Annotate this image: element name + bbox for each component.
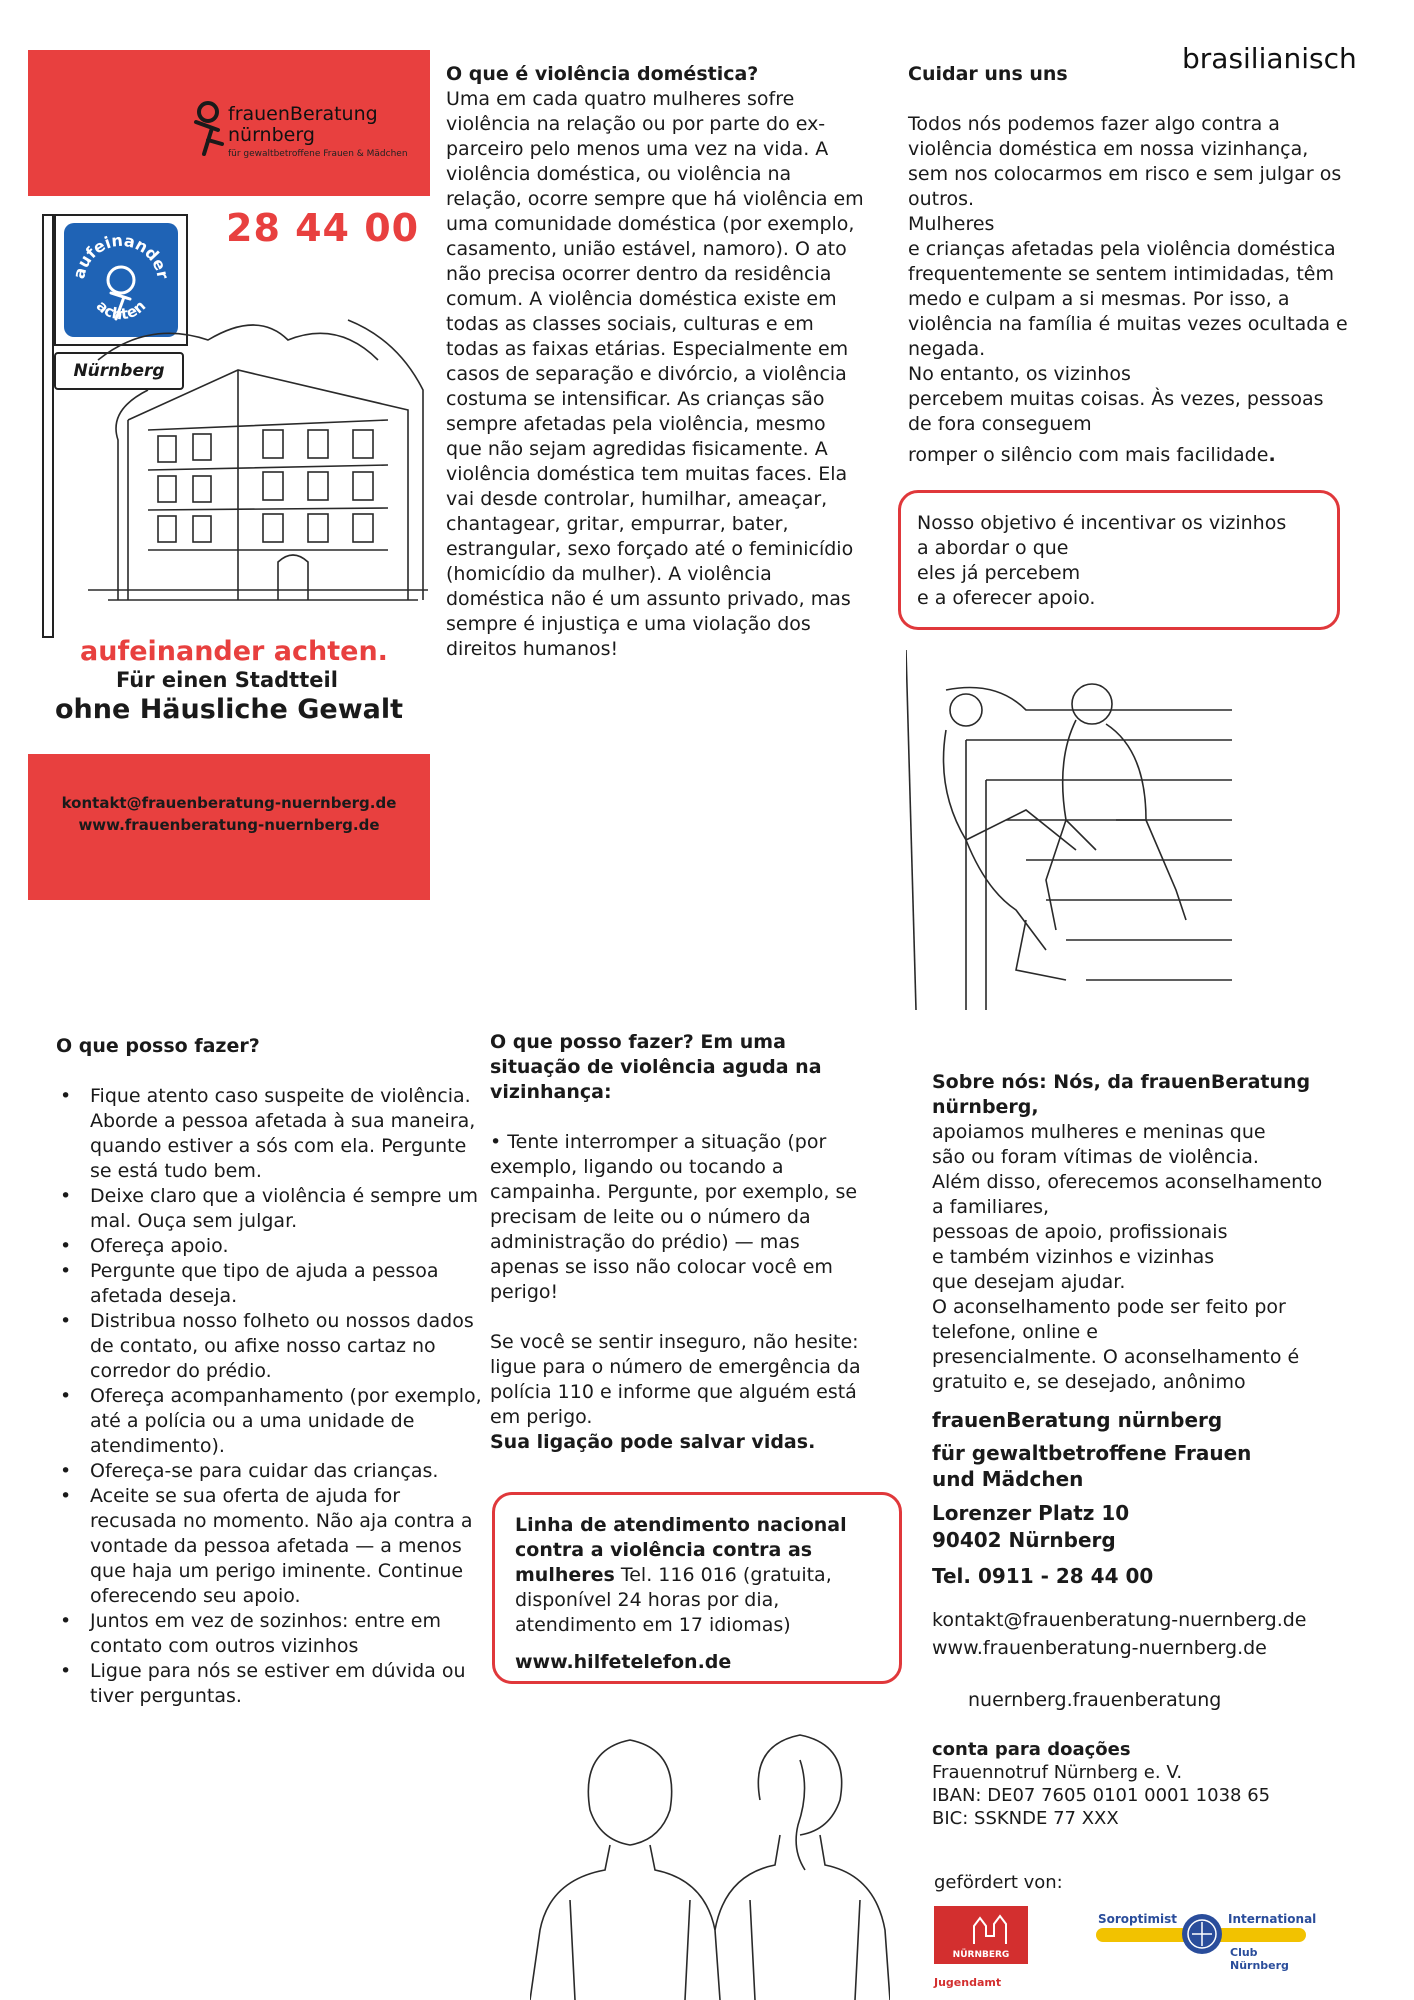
contact-email[interactable]: kontakt@frauenberatung-nuernberg.de	[61, 794, 397, 812]
donation-account-holder: Frauennotruf Nürnberg e. V.	[932, 1762, 1183, 1783]
about-line: a familiares,	[932, 1196, 1050, 1218]
donation-heading: conta para doações	[932, 1739, 1131, 1760]
what-is-heading: O que é violência doméstica?	[446, 63, 759, 85]
two-women-illustration	[530, 1730, 890, 2000]
about-line: presencialmente. O aconselhamento é	[932, 1346, 1300, 1368]
list-item: • Ofereça acompanhamento (por exemplo, até a polícia ou a uma unidade de atendimento).	[90, 1384, 484, 1459]
care-paragraph-6-end: .	[1268, 444, 1276, 466]
soroptimist-emblem-icon	[1180, 1912, 1224, 1956]
org-name: frauenBeratung nürnberg	[932, 1408, 1223, 1432]
hotline-website[interactable]: www.hilfetelefon.de	[515, 1651, 732, 1673]
list-item: • Ofereça apoio.	[90, 1234, 484, 1259]
about-line: apoiamos mulheres e meninas que	[932, 1121, 1266, 1143]
goal-line-4: e a oferecer apoio.	[917, 587, 1096, 609]
brand-name	[228, 104, 378, 146]
care-paragraph-3: e crianças afetadas pela violência doméstica frequentemente se sentem intimidadas, têm medo e culpam a si mesmas. Por isso, a violência na família é muitas vezes ocultada e negada.	[908, 238, 1348, 360]
org-subtitle-line1: für gewaltbetroffene Frauen	[932, 1441, 1252, 1465]
org-subtitle	[932, 1440, 1251, 1492]
care-paragraph-4: No entanto, os vizinhos	[908, 363, 1131, 385]
acute-paragraph-3: Sua ligação pode salvar vidas.	[490, 1431, 816, 1453]
sponsor-nuernberg-name: NÜRNBERG	[952, 1950, 1010, 1960]
org-phone[interactable]: Tel. 0911 - 28 44 00	[932, 1564, 1154, 1588]
social-handle[interactable]: nuernberg.frauenberatung	[968, 1689, 1222, 1711]
sign-post	[42, 214, 54, 638]
donation-section	[932, 1738, 1270, 1830]
city-skyline-icon	[934, 1906, 1028, 1946]
donation-bic: BIC: SSKNDE 77 XXX	[932, 1808, 1119, 1829]
donation-iban: IBAN: DE07 7605 0101 0001 1038 65	[932, 1785, 1271, 1806]
what-can-heading: O que posso fazer?	[56, 1035, 260, 1057]
slogan-title: aufeinander achten.	[80, 636, 388, 667]
address-city: 90402 Nürnberg	[932, 1528, 1116, 1552]
goal-line-3: eles já percebem	[917, 562, 1081, 584]
sponsor-nuernberg-logo	[934, 1906, 1028, 1994]
goal-line-2: a abordar o que	[917, 537, 1069, 559]
what-is-body: Uma em cada quatro mulheres sofre violência na relação ou por parte do ex-parceiro pelo menos uma vez na vida. A violência doméstica, ou violência na relação, ocorre sempre que há violência em uma comunidade doméstica (por exemplo, casamento, união estável, namoro). O ato não precisa ocorrer dentro da residência comum. A violência doméstica existe em todas as classes sociais, culturas e em todas as faixas etárias. Especialmente em casos de separação e divórcio, a violência costuma se intensificar. As crianças são sempre afetadas pela violência, mesmo que não sejam agredidas fisicamente. A violência doméstica tem muitas faces. Ela vai desde controlar, humilhar, ameaçar, chantagear, gritar, empurrar, bater, estrangular, sexo forçado até o feminicídio (homicídio da mulher). A violência doméstica não é um assunto privado, mas sempre é injustiça e uma violação dos direitos humanos!	[446, 88, 864, 660]
sponsor-soroptimist-intl: International	[1228, 1912, 1317, 1926]
about-line: são ou foram vítimas de violência.	[932, 1146, 1259, 1168]
hotline-number: 28 44 00	[226, 206, 420, 250]
contact-block	[28, 754, 430, 900]
org-address	[932, 1500, 1129, 1554]
about-line: que desejam ajudar.	[932, 1271, 1126, 1293]
org-web-contacts	[932, 1606, 1306, 1662]
what-can-list	[56, 1084, 484, 1709]
goal-line-1: Nosso objetivo é incentivar os vizinhos	[917, 512, 1287, 534]
funded-by-label: gefördert von:	[934, 1872, 1063, 1893]
sponsor-soroptimist-club: Club Nürnberg	[1230, 1946, 1289, 1972]
sign-text-top: aufeinander	[69, 230, 173, 281]
acute-heading: O que posso fazer? Em uma situação de violência aguda na vizinhança:	[490, 1031, 822, 1103]
list-item: • Fique atento caso suspeite de violência. Aborde a pessoa afetada à sua maneira, quando estiver a sós com ela. Pergunte se está tudo bem.	[90, 1084, 484, 1184]
list-item: • Pergunte que tipo de ajuda a pessoa afetada deseja.	[90, 1259, 484, 1309]
org-website[interactable]: www.frauenberatung-nuernberg.de	[932, 1637, 1267, 1659]
city-sign: Nürnberg	[54, 352, 184, 390]
hotline-details: Tel. 116 016 (gratuita, disponível 24 horas por dia, atendimento em 17 idiomas)	[515, 1564, 832, 1636]
about-section	[932, 1070, 1372, 1395]
org-email[interactable]: kontakt@frauenberatung-nuernberg.de	[932, 1609, 1307, 1631]
list-item: • Aceite se sua oferta de ajuda for recusada no momento. Não aja contra a vontade da pessoa afetada — a menos que haja um perigo iminente. Continue oferecendo seu apoio.	[90, 1484, 484, 1609]
care-paragraph-6	[908, 443, 1348, 468]
slogan-line3: ohne Häusliche Gewalt	[55, 694, 404, 725]
about-line: gratuito e, se desejado, anônimo	[932, 1371, 1246, 1393]
care-paragraph-1: Todos nós podemos fazer algo contra a violência doméstica em nossa vizinhança, sem nos colocarmos em risco e sem julgar os outros.	[908, 113, 1342, 210]
about-line: pessoas de apoio, profissionais	[932, 1221, 1228, 1243]
sponsor-nuernberg-dept: Jugendamt	[934, 1976, 1002, 1989]
address-street: Lorenzer Platz 10	[932, 1501, 1130, 1525]
about-line: telefone, online e	[932, 1321, 1098, 1343]
about-line: e também vizinhos e vizinhas	[932, 1246, 1215, 1268]
goal-box	[898, 490, 1340, 630]
acute-paragraph-1: • Tente interromper a situação (por exemplo, ligando ou tocando a campainha. Pergunte, por exemplo, se precisam de leite ou o número da administração do prédio) — mas apenas se isso não colocar você em perigo!	[490, 1131, 858, 1303]
slogan-line2: Für einen Stadtteil	[116, 668, 338, 692]
care-paragraph-6-text: romper o silêncio com mais facilidade	[908, 444, 1269, 466]
sponsor-soroptimist-logo	[1096, 1912, 1317, 1972]
list-item: • Distribua nosso folheto ou nossos dados de contato, ou afixe nosso cartaz no corredor do prédio.	[90, 1309, 484, 1384]
care-paragraph-2: Mulheres	[908, 213, 995, 235]
acute-paragraph-2: Se você se sentir inseguro, não hesite: ligue para o número de emergência da polícia 110 e informe que alguém está em perigo.	[490, 1331, 861, 1428]
sign-text-bottom: achten	[92, 296, 150, 324]
list-item: • Ligue para nós se estiver em dúvida ou tiver perguntas.	[90, 1659, 484, 1709]
acute-section	[490, 1030, 870, 1455]
sponsor-nuernberg-mark	[934, 1906, 1028, 1964]
sponsor-soroptimist-name: Soroptimist	[1098, 1912, 1177, 1926]
language-label: brasilianisch	[1182, 42, 1357, 75]
hotline-box	[492, 1492, 902, 1684]
brand-tagline: für gewaltbetroffene Frauen & Mädchen	[228, 149, 408, 159]
hotline-title: Linha de atendimento nacional contra a violência contra as mulheres	[515, 1514, 847, 1586]
about-line: O aconselhamento pode ser feito por	[932, 1296, 1286, 1318]
care-heading: Cuidar uns uns	[908, 63, 1068, 85]
org-subtitle-line2: und Mädchen	[932, 1467, 1084, 1491]
list-item: • Ofereça-se para cuidar das crianças.	[90, 1459, 484, 1484]
contact-website[interactable]: www.frauenberatung-nuernberg.de	[78, 816, 380, 834]
list-item: • Deixe claro que a violência é sempre um mal. Ouça sem julgar.	[90, 1184, 484, 1234]
list-item: • Juntos em vez de sozinhos: entre em contato com outros vizinhos	[90, 1609, 484, 1659]
apartment-building-illustration	[88, 300, 430, 630]
care-section	[908, 62, 1348, 468]
hotline-text	[515, 1513, 883, 1638]
about-heading: Sobre nós: Nós, da frauenBeratung nürnberg,	[932, 1071, 1311, 1118]
women-on-stairs-illustration	[906, 650, 1232, 1010]
brand-logo-icon	[188, 100, 230, 156]
about-line: Além disso, oferecemos aconselhamento	[932, 1171, 1323, 1193]
what-can-section	[56, 1034, 484, 1709]
brand-name-line1: frauenBeratung	[228, 103, 378, 125]
what-is-section	[446, 62, 866, 662]
brand-name-line2: nürnberg	[228, 124, 315, 146]
care-paragraph-5: percebem muitas coisas. Às vezes, pessoas de fora conseguem	[908, 388, 1324, 435]
